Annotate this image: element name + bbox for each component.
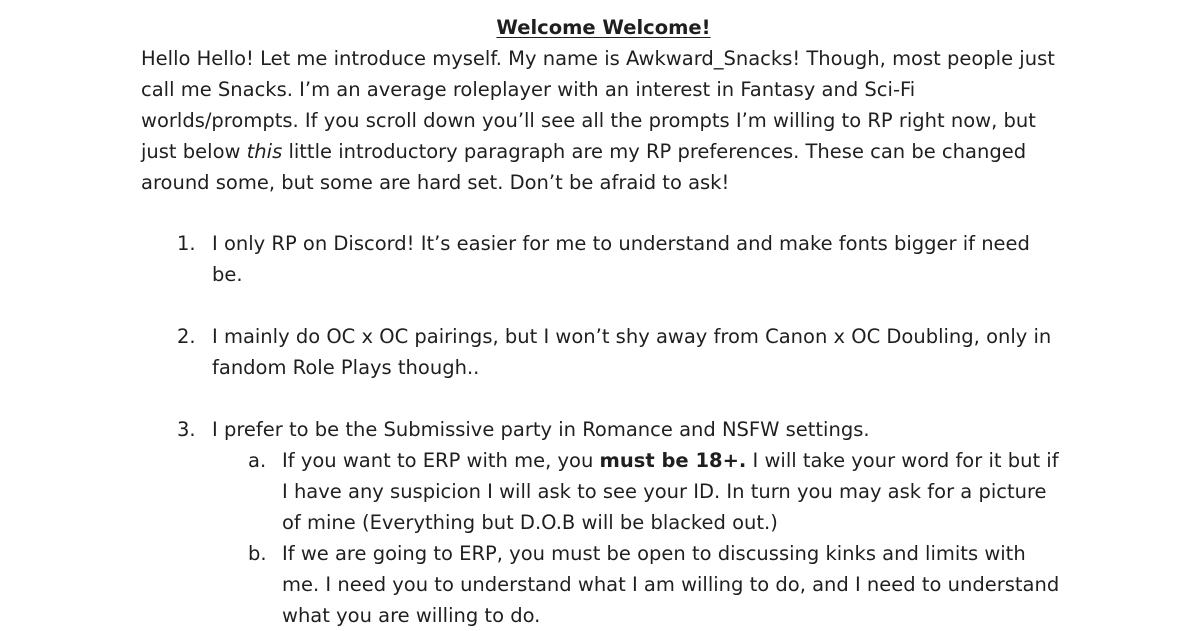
sub-list-item-letter: b. bbox=[248, 542, 267, 565]
sub-list-item-text: If we are going to ERP, you must be open to discussing kinks and limits with me. I need you to understand what I am willing to do, and I need to understand what you are willing to do. bbox=[282, 542, 1060, 627]
list-item-number: 2. bbox=[177, 325, 196, 348]
list-item bbox=[141, 321, 1066, 383]
intro-text-start: Hello Hello! Let me introduce myself. My name is Awkward_Snacks! Though, most people just call me Snacks. I’m an average roleplayer with an interest in Fantasy and Sci-Fi worlds/prompts. If you scroll down you’ll see all the prompts I’m willing to RP right now, but just below bbox=[141, 47, 1055, 163]
document-title: Welcome Welcome! bbox=[496, 16, 711, 39]
list-item-text: I mainly do OC x OC pairings, but I won’t shy away from Canon x OC Doubling, only in fandom Role Plays though.. bbox=[212, 325, 1052, 379]
sub-list-item-text-end: I will take your word for it but if I have any suspicion I will ask to see your ID. In turn you may ask for a picture of mine (Everything but D.O.B will be blacked out.) bbox=[282, 449, 1059, 534]
sub-list bbox=[212, 445, 1066, 631]
sub-list-item bbox=[212, 538, 1066, 631]
intro-paragraph bbox=[141, 43, 1066, 198]
sub-list-item-letter: a. bbox=[248, 449, 267, 472]
list-item bbox=[141, 414, 1066, 631]
list-item bbox=[141, 228, 1066, 290]
sub-list-item bbox=[212, 445, 1066, 538]
intro-emphasis: this bbox=[246, 140, 283, 163]
list-item-number: 1. bbox=[177, 232, 196, 255]
sub-list-item-text-start: If you want to ERP with me, you bbox=[282, 449, 600, 472]
intro-text-end: little introductory paragraph are my RP preferences. These can be changed around some, but some are hard set. Don’t be afraid to ask! bbox=[141, 140, 1027, 194]
document-body bbox=[141, 12, 1066, 631]
list-item-text: I prefer to be the Submissive party in Romance and NSFW settings. bbox=[212, 418, 870, 441]
age-requirement-bold: must be 18+. bbox=[599, 449, 747, 472]
preferences-list bbox=[141, 228, 1066, 631]
list-item-number: 3. bbox=[177, 418, 196, 441]
list-item-text: I only RP on Discord! It’s easier for me to understand and make fonts bigger if need be. bbox=[212, 232, 1030, 286]
